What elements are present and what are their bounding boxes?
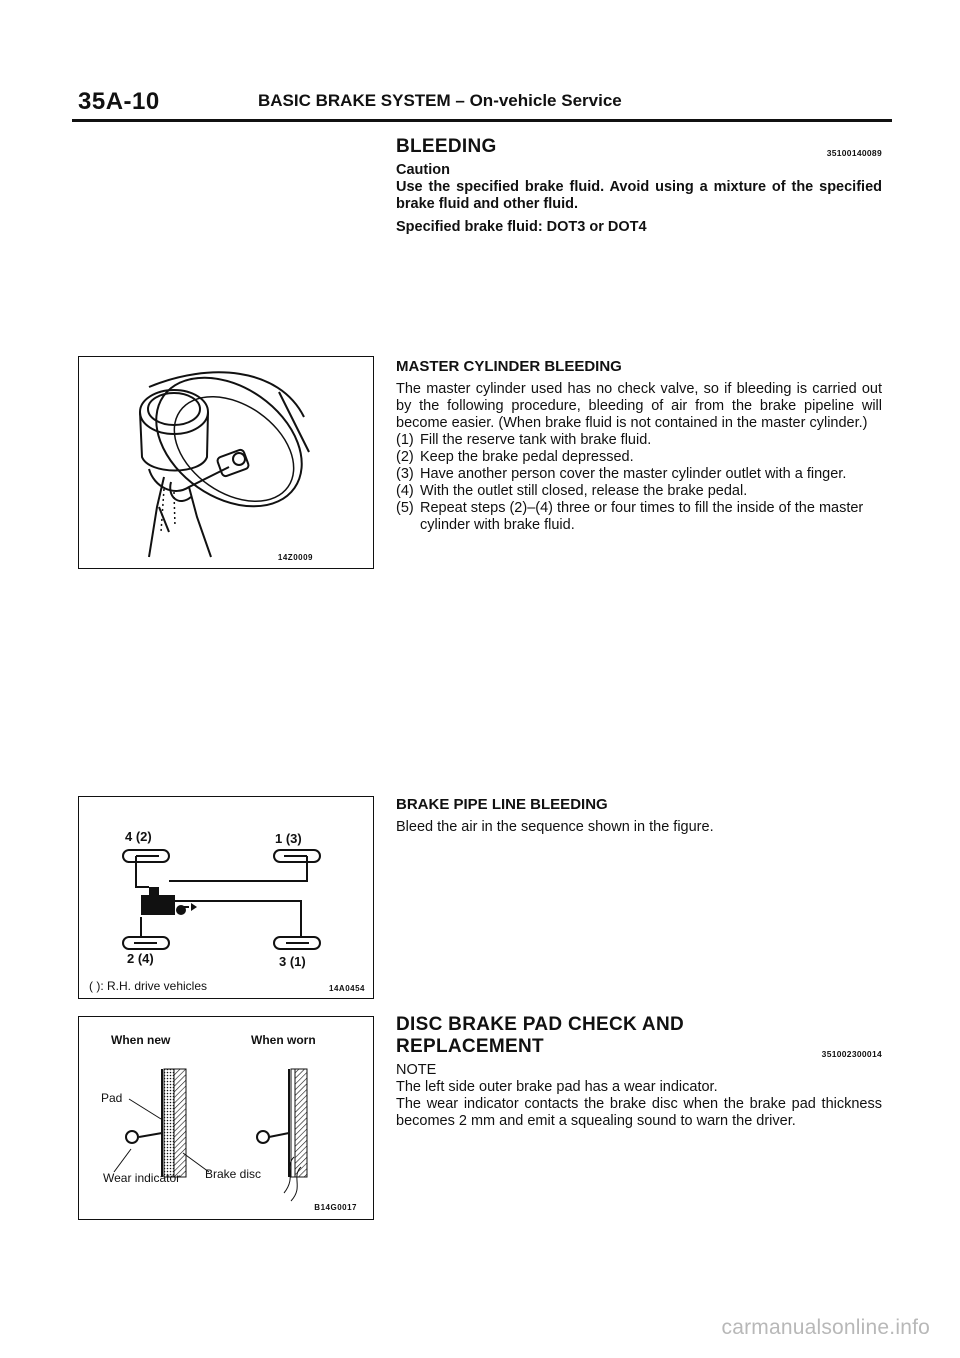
note-line1: The left side outer brake pad has a wear indicator. <box>396 1079 718 1095</box>
master-cylinder-section <box>396 358 882 534</box>
caution-text: Use the specified brake fluid. Avoid using a mixture of the specified brake fluid and other fluid. <box>396 179 882 212</box>
fig3-label-disc: Brake disc <box>205 1167 262 1181</box>
fig3-label-worn: When worn <box>251 1033 316 1047</box>
disc-pad-section <box>396 1014 882 1130</box>
master-cylinder-illustration <box>79 357 372 567</box>
bleeding-code: 35100140089 <box>826 148 882 158</box>
figure-brake-pad <box>78 1016 374 1220</box>
master-cylinder-steps <box>396 432 882 534</box>
disc-pad-title-line2: REPLACEMENT <box>396 1036 544 1057</box>
watermark[interactable]: carmanualsonline.info <box>721 1316 930 1339</box>
pipeline-text: Bleed the air in the sequence shown in the figure. <box>396 819 714 835</box>
master-step-number: (3) <box>396 466 414 482</box>
bleeding-section <box>396 136 882 236</box>
master-step-number: (5) <box>396 500 414 516</box>
master-cylinder-title: MASTER CYLINDER BLEEDING <box>396 358 622 375</box>
figure-master-cylinder <box>78 356 374 569</box>
disc-pad-code: 351002300014 <box>821 1049 882 1059</box>
fig3-code: B14G0017 <box>314 1203 357 1212</box>
disc-pad-title-line1: DISC BRAKE PAD CHECK AND <box>396 1014 684 1035</box>
master-step-text: Repeat steps (2)–(4) three or four times to fill the inside of the master cylinder with brake fluid. <box>420 500 864 533</box>
caution-label: Caution <box>396 162 450 178</box>
page-number: 35A-10 <box>78 88 160 115</box>
master-step-number: (4) <box>396 483 414 499</box>
fig1-code: 14Z0009 <box>277 553 313 562</box>
master-step-text: With the outlet still closed, release the brake pedal. <box>420 483 748 499</box>
master-step <box>396 466 882 483</box>
fig2-label-tl: 4 (2) <box>125 829 152 844</box>
master-step <box>396 500 882 534</box>
master-step <box>396 483 882 500</box>
master-step-text: Keep the brake pedal depressed. <box>420 449 634 465</box>
fig3-label-wear: Wear indicator <box>103 1171 181 1185</box>
fig2-label-bl: 2 (4) <box>127 951 154 966</box>
header-rule <box>72 119 892 122</box>
pipeline-section <box>396 796 882 836</box>
specified-fluid: Specified brake fluid: DOT3 or DOT4 <box>396 219 647 235</box>
fig2-label-tr: 1 (3) <box>275 831 302 846</box>
fig2-label-br: 3 (1) <box>279 954 306 969</box>
master-step-number: (2) <box>396 449 414 465</box>
pipeline-title: BRAKE PIPE LINE BLEEDING <box>396 796 608 813</box>
fig2-code: 14A0454 <box>329 984 365 993</box>
bleeding-title: BLEEDING <box>396 136 497 157</box>
brake-pad-illustration <box>79 1017 372 1217</box>
page-header-title: BASIC BRAKE SYSTEM – On-vehicle Service <box>258 91 622 110</box>
figure-pipe-line <box>78 796 374 999</box>
note-label: NOTE <box>396 1062 437 1078</box>
pipe-line-illustration <box>79 797 372 997</box>
master-step <box>396 432 882 449</box>
fig2-caption: ( ): R.H. drive vehicles <box>89 979 208 993</box>
fig3-label-new: When new <box>111 1033 171 1047</box>
master-step-number: (1) <box>396 432 414 448</box>
master-cylinder-intro: The master cylinder used has no check valve, so if bleeding is carried out by the following procedure, bleeding of air from the brake pipeline will become easier. (When brake fluid is not contained in the master cylinder.) <box>396 381 882 431</box>
fig3-label-pad: Pad <box>101 1091 123 1105</box>
note-line2: The wear indicator contacts the brake disc when the brake pad thickness becomes 2 mm and emit a squealing sound to warn the driver. <box>396 1096 882 1129</box>
master-step-text: Fill the reserve tank with brake fluid. <box>420 432 652 448</box>
master-step-text: Have another person cover the master cylinder outlet with a finger. <box>420 466 847 482</box>
master-step <box>396 449 882 466</box>
